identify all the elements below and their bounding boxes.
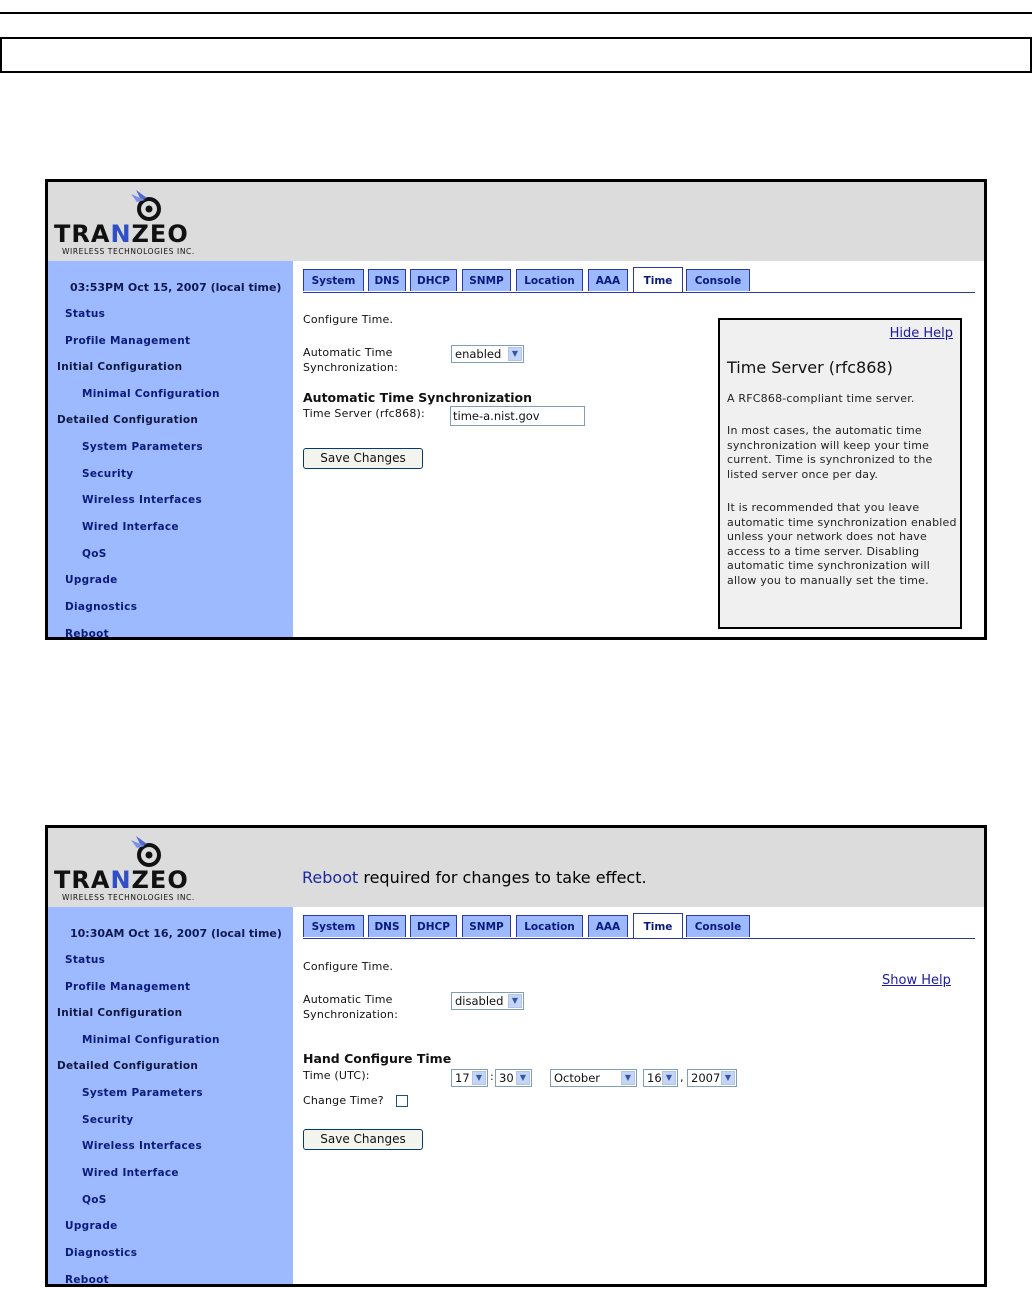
logo-tagline: WIRELESS TECHNOLOGIES INC. — [62, 893, 195, 902]
time-colon: : — [490, 1070, 494, 1083]
date-comma: , — [680, 1071, 684, 1084]
chevron-down-icon: ▼ — [472, 1071, 486, 1085]
show-help-link[interactable]: Show Help — [882, 973, 951, 988]
save-changes-button[interactable]: Save Changes — [303, 1129, 423, 1150]
time-label: Time (UTC): — [303, 1069, 370, 1082]
auto-time-select[interactable]: enabled ▼ — [451, 345, 524, 363]
logo-wordmark: TRANZEO — [54, 866, 189, 894]
logo-tagline: WIRELESS TECHNOLOGIES INC. — [62, 247, 195, 256]
sidebar-item-reboot[interactable]: Reboot — [65, 1274, 109, 1286]
sidebar-item-system-parameters[interactable]: System Parameters — [82, 441, 203, 453]
tab-aaa[interactable]: AAA — [588, 269, 628, 291]
sidebar-item-wireless-interfaces[interactable]: Wireless Interfaces — [82, 1140, 203, 1152]
main-content — [293, 261, 984, 637]
sidebar-item-qos[interactable]: QoS — [82, 1194, 107, 1206]
sidebar-item-reboot[interactable]: Reboot — [65, 628, 109, 640]
banner — [48, 182, 984, 261]
sidebar-item-system-parameters[interactable]: System Parameters — [82, 1087, 203, 1099]
tab-system[interactable]: System — [303, 915, 364, 937]
tab-time[interactable]: Time — [633, 267, 683, 292]
tab-underline — [303, 292, 975, 293]
reboot-required-message: Reboot required for changes to take effect. — [302, 868, 647, 887]
tab-dhcp[interactable]: DHCP — [410, 915, 457, 937]
sidebar-item-wireless-interfaces[interactable]: Wireless Interfaces — [82, 494, 203, 506]
auto-time-select[interactable]: disabled ▼ — [451, 992, 524, 1010]
help-paragraph-3: It is recommended that you leave automatic time synchronization enabled unless your network does not have access to a time server. Disabling automatic time synchronization will allow you to manually set the time. — [727, 501, 957, 587]
sidebar-item-wired-interface[interactable]: Wired Interface — [82, 521, 179, 533]
screenshot-time-enabled — [45, 179, 987, 640]
screenshot-time-disabled — [45, 825, 987, 1287]
hour-select[interactable]: 17 ▼ — [451, 1069, 488, 1087]
tab-snmp[interactable]: SNMP — [462, 269, 511, 291]
sidebar-item-detailed-configuration[interactable]: Detailed Configuration — [57, 1060, 199, 1072]
day-select[interactable]: 16 ▼ — [643, 1069, 678, 1087]
section-heading: Hand Configure Time — [303, 1051, 452, 1066]
chevron-down-icon: ▼ — [721, 1071, 735, 1085]
help-title: Time Server (rfc868) — [727, 358, 893, 377]
logo-mark-icon — [129, 188, 169, 224]
tab-underline — [303, 938, 975, 939]
sidebar-item-initial-configuration[interactable]: Initial Configuration — [57, 361, 183, 373]
main-content — [293, 907, 984, 1284]
sidebar-item-initial-configuration[interactable]: Initial Configuration — [57, 1007, 183, 1019]
tab-dhcp[interactable]: DHCP — [410, 269, 457, 291]
tab-location[interactable]: Location — [516, 915, 583, 937]
help-paragraph-1: A RFC868-compliant time server. — [727, 392, 915, 405]
configure-label: Configure Time. — [303, 313, 394, 326]
tab-console[interactable]: Console — [686, 915, 750, 937]
tab-snmp[interactable]: SNMP — [462, 915, 511, 937]
sidebar-item-minimal-configuration[interactable]: Minimal Configuration — [82, 1034, 220, 1046]
save-changes-button[interactable]: Save Changes — [303, 448, 423, 469]
sidebar-item-diagnostics[interactable]: Diagnostics — [65, 601, 138, 613]
sidebar-item-diagnostics[interactable]: Diagnostics — [65, 1247, 138, 1259]
chevron-down-icon: ▼ — [508, 347, 522, 361]
time-server-label: Time Server (rfc868): — [303, 407, 425, 420]
chevron-down-icon: ▼ — [662, 1071, 676, 1085]
auto-time-label-line2: Synchronization: — [303, 1008, 399, 1021]
sidebar — [48, 907, 293, 1284]
auto-time-label-line2: Synchronization: — [303, 361, 399, 374]
chevron-down-icon: ▼ — [516, 1071, 530, 1085]
auto-time-label-line1: Automatic Time — [303, 346, 393, 359]
sidebar-item-wired-interface[interactable]: Wired Interface — [82, 1167, 179, 1179]
sidebar-item-security[interactable]: Security — [82, 1114, 134, 1126]
sidebar-item-upgrade[interactable]: Upgrade — [65, 574, 118, 586]
configure-label: Configure Time. — [303, 960, 394, 973]
page-top-rule — [0, 12, 1032, 14]
auto-time-label-line1: Automatic Time — [303, 993, 393, 1006]
chevron-down-icon: ▼ — [508, 994, 522, 1008]
page-header-box — [0, 37, 1032, 73]
sidebar-item-status[interactable]: Status — [65, 954, 106, 966]
sidebar-item-minimal-configuration[interactable]: Minimal Configuration — [82, 388, 220, 400]
sidebar-item-qos[interactable]: QoS — [82, 548, 107, 560]
logo-wordmark: TRANZEO — [54, 220, 189, 248]
sidebar-item-upgrade[interactable]: Upgrade — [65, 1220, 118, 1232]
year-select[interactable]: 2007 ▼ — [687, 1069, 737, 1087]
sidebar-item-profile-management[interactable]: Profile Management — [65, 981, 191, 993]
minute-select[interactable]: 30 ▼ — [495, 1069, 532, 1087]
help-panel — [718, 318, 962, 629]
time-server-input[interactable]: time-a.nist.gov — [450, 406, 585, 426]
tab-time[interactable]: Time — [633, 913, 683, 938]
sidebar — [48, 261, 293, 640]
reboot-link[interactable]: Reboot — [302, 868, 359, 887]
sidebar-item-status[interactable]: Status — [65, 308, 106, 320]
tranzeo-logo — [54, 188, 246, 258]
local-time-display: 10:30AM Oct 16, 2007 (local time) — [70, 927, 282, 940]
change-time-label: Change Time? — [303, 1094, 384, 1107]
help-paragraph-2: In most cases, the automatic time synchronization will keep your time current. Time is synchronized to the listed server once per day. — [727, 424, 933, 481]
sidebar-item-detailed-configuration[interactable]: Detailed Configuration — [57, 414, 199, 426]
banner — [48, 828, 984, 907]
chevron-down-icon: ▼ — [621, 1071, 635, 1085]
sidebar-item-security[interactable]: Security — [82, 468, 134, 480]
tranzeo-logo — [54, 834, 246, 904]
tab-dns[interactable]: DNS — [368, 915, 406, 937]
sidebar-item-profile-management[interactable]: Profile Management — [65, 335, 191, 347]
change-time-checkbox[interactable] — [396, 1095, 408, 1107]
hide-help-link[interactable]: Hide Help — [889, 326, 953, 341]
tab-aaa[interactable]: AAA — [588, 915, 628, 937]
section-heading: Automatic Time Synchronization — [303, 390, 533, 405]
tab-console[interactable]: Console — [686, 269, 750, 291]
logo-mark-icon — [129, 834, 169, 870]
tab-dns[interactable]: DNS — [368, 269, 406, 291]
local-time-display: 03:53PM Oct 15, 2007 (local time) — [70, 281, 282, 294]
month-select[interactable]: October ▼ — [550, 1069, 637, 1087]
tab-location[interactable]: Location — [516, 269, 583, 291]
tab-system[interactable]: System — [303, 269, 364, 291]
